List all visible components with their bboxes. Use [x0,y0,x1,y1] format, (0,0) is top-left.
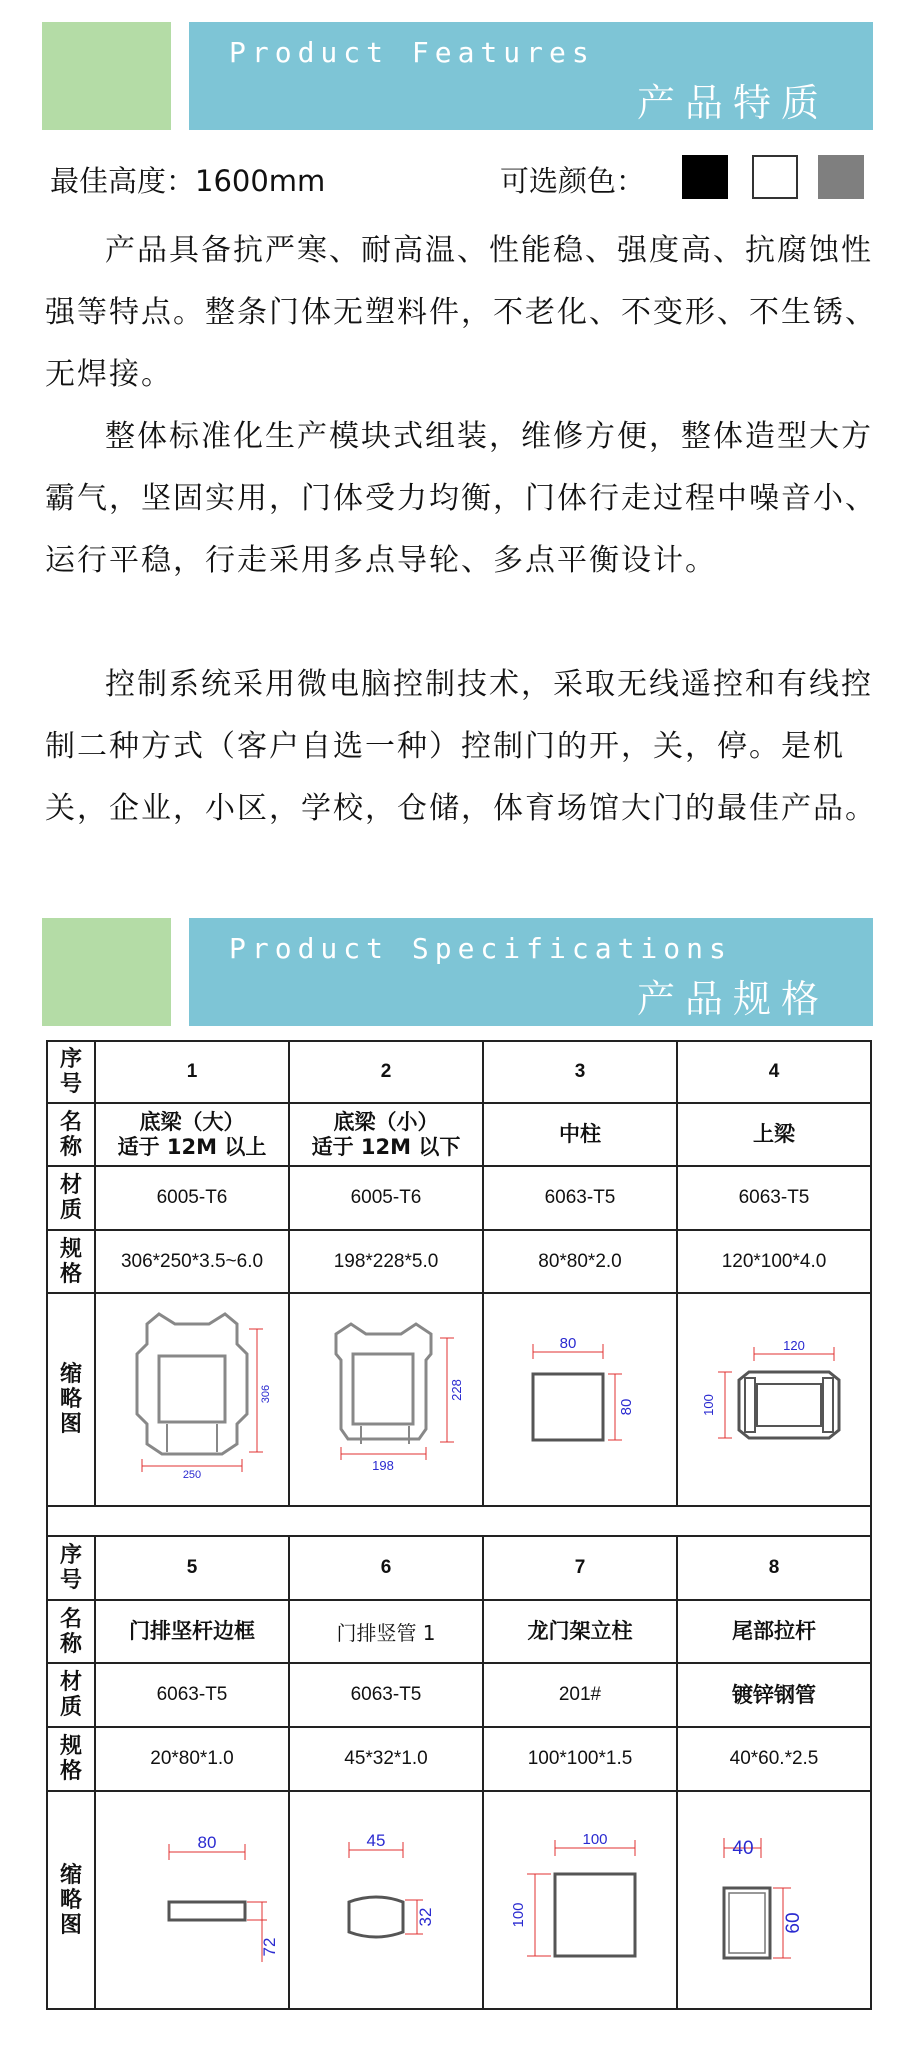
diagram-cell [677,1791,871,2009]
diagram-cell [289,1293,483,1506]
label-name: 名 称 [47,1103,95,1166]
item-no: 1 [95,1041,289,1103]
color-swatch-black [682,155,728,199]
item-no: 7 [483,1536,677,1600]
item-spec: 40*60.*2.5 [677,1727,871,1791]
label-spec: 规 格 [47,1230,95,1293]
item-spec: 45*32*1.0 [289,1727,483,1791]
item-spec: 80*80*2.0 [483,1230,677,1293]
dim-width-label: 80 [197,1833,217,1852]
item-no: 4 [677,1041,871,1103]
specs-header [0,918,907,1026]
row-diagram-2 [47,1791,871,2009]
header-green-block [42,22,171,130]
dim-height-label: 80 [618,1398,635,1416]
label-material: 材 质 [47,1663,95,1727]
features-title-zh: 产品特质 [636,81,829,125]
dim-height-label: 32 [416,1907,435,1927]
diagram-cell [289,1791,483,2009]
item-no: 2 [289,1041,483,1103]
item-material: 镀锌钢管 [677,1663,871,1727]
diagram-cell [483,1791,677,2009]
bottom-beam-small-diagram [291,1294,481,1499]
item-name: 龙门架立柱 [483,1600,677,1663]
header-green-block [42,918,171,1026]
header-blue-block [189,918,873,1026]
paragraph-3: 控制系统采用微电脑控制技术，采取无线遥控和有线控制二种方式（客户自选一种）控制门的开，关，停。是机关，企业，小区，学校，仓储，体育场馆大门的最佳产品。 [45,667,877,826]
item-spec: 100*100*1.5 [483,1727,677,1791]
gantry-column-diagram [485,1792,675,2002]
tail-tie-rod-diagram [679,1792,869,2002]
diagram-cell [483,1293,677,1506]
item-name: 门排坚杆边框 [95,1600,289,1663]
color-swatch-white [752,155,798,199]
item-name: 上梁 [677,1103,871,1166]
item-spec: 306*250*3.5~6.0 [95,1230,289,1293]
dim-height-label: 72 [260,1937,279,1957]
height-label: 最佳高度：1600mm [50,164,326,198]
dim-width-label: 250 [182,1469,202,1481]
item-material: 6063-T5 [95,1663,289,1727]
row-name-1 [47,1103,871,1166]
row-material-1 [47,1166,871,1230]
dim-width-label: 198 [372,1458,394,1473]
dim-height-label: 306 [260,1384,272,1404]
item-material: 6063-T5 [289,1663,483,1727]
dim-width-label: 40 [732,1838,754,1859]
specs-title-en: Product Specifications [229,932,732,965]
dim-height-label: 228 [449,1379,464,1401]
features-title-en: Product Features [229,36,595,69]
door-frame-profile-diagram [97,1792,287,2002]
item-material: 6005-T6 [289,1166,483,1230]
dim-width-label: 120 [783,1338,805,1353]
item-name: 底梁（大） 适于 12M 以上 [95,1103,289,1166]
header-blue-block [189,22,873,130]
item-no: 8 [677,1536,871,1600]
dim-height-label: 100 [701,1394,716,1416]
row-diagram-1 [47,1293,871,1506]
row-spec-1 [47,1230,871,1293]
item-spec: 198*228*5.0 [289,1230,483,1293]
features-header [0,22,907,130]
row-material-2 [47,1663,871,1727]
item-no: 3 [483,1041,677,1103]
row-no-2 [47,1536,871,1600]
paragraph-1: 产品具备抗严寒、耐高温、性能稳、强度高、抗腐蚀性强等特点。整条门体无塑料件，不老化、不变形、不生锈、无焊接。 [45,233,877,392]
item-name: 尾部拉杆 [677,1600,871,1663]
item-material: 6063-T5 [483,1166,677,1230]
diagram-cell [677,1293,871,1506]
dim-width-label: 45 [366,1831,386,1850]
spacer-cell [47,1506,871,1536]
spec-table [46,1040,872,2010]
label-spec: 规 格 [47,1727,95,1791]
label-diagram: 缩 略 图 [47,1293,95,1506]
top-beam-diagram [679,1294,869,1499]
bottom-beam-large-diagram [97,1294,287,1499]
color-swatch-gray [818,155,864,199]
label-material: 材 质 [47,1166,95,1230]
item-material: 6005-T6 [95,1166,289,1230]
row-spec-2 [47,1727,871,1791]
label-diagram: 缩 略 图 [47,1791,95,2009]
item-material: 201# [483,1663,677,1727]
item-material: 6063-T5 [677,1166,871,1230]
label-no: 序 号 [47,1536,95,1600]
item-spec: 20*80*1.0 [95,1727,289,1791]
diagram-cell [95,1791,289,2009]
row-name-2 [47,1600,871,1663]
specs-title-zh: 产品规格 [636,977,829,1021]
item-name: 底梁（小） 适于 12M 以下 [289,1103,483,1166]
label-name: 名 称 [47,1600,95,1663]
color-label: 可选颜色： [500,164,646,198]
row-no-1 [47,1041,871,1103]
door-vertical-tube-diagram [291,1792,481,2002]
spacer-row [47,1506,871,1536]
middle-column-diagram [485,1294,675,1499]
item-name: 中柱 [483,1103,677,1166]
dim-height-label: 100 [510,1902,527,1928]
dim-width-label: 100 [582,1831,608,1848]
meta-row [50,155,870,205]
item-no: 5 [95,1536,289,1600]
item-spec: 120*100*4.0 [677,1230,871,1293]
dim-width-label: 80 [559,1335,577,1352]
dim-height-label: 60 [783,1912,804,1934]
item-name: 门排竖管 1 [289,1600,483,1663]
item-no: 6 [289,1536,483,1600]
paragraph-2: 整体标准化生产模块式组装，维修方便，整体造型大方霸气，坚固实用，门体受力均衡，门体行走过程中噪音小、运行平稳，行走采用多点导轮、多点平衡设计。 [45,419,877,578]
diagram-cell [95,1293,289,1506]
label-no: 序 号 [47,1041,95,1103]
